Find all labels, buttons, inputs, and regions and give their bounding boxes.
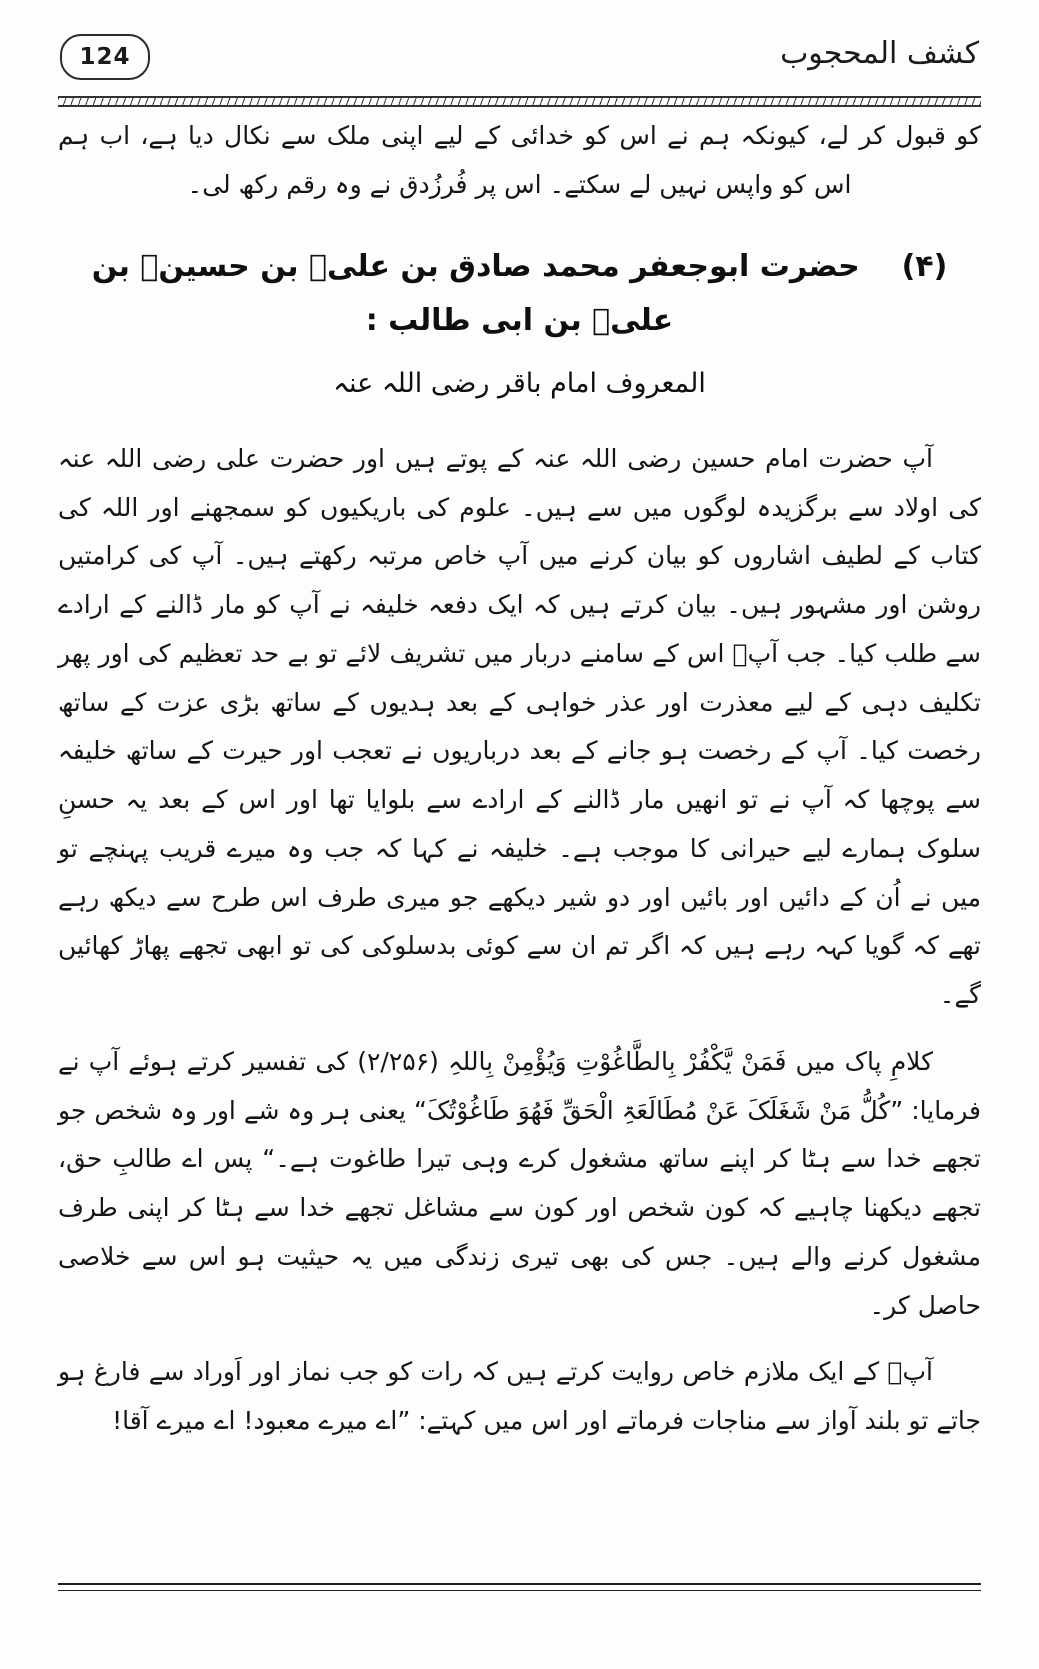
paragraph-3: آپؓ کے ایک ملازم خاص روایت کرتے ہیں کہ رات کو جب نماز اور اَوراد سے فارغ ہو جاتے تو بلند آواز سے مناجات فرماتے اور اس میں کہتے: ”اے میرے معبود! اے میرے آقا! bbox=[58, 1357, 981, 1436]
paragraph-1: آپ حضرت امام حسین رضی اللہ عنہ کے پوتے ہیں اور حضرت علی رضی اللہ عنہ کی اولاد سے برگزیدہ لوگوں میں سے ہیں۔ علوم کی باریکیوں کو سمجھنے اور اللہ کی کتاب کے لطیف اشاروں کو بیان کرنے میں آپ خاص مرتبہ رکھتے ہیں۔ آپ کی کرامتیں روشن اور مشہور ہیں۔ بیان کرتے ہیں کہ ایک دفعہ خلیفہ نے آپ کو مار ڈالنے کے ارادے سے طلب کیا۔ جب آپؓ اس کے سامنے دربار میں تشریف لائے تو بے حد تعظیم کی اور پھر تکلیف دہی کے لیے معذرت اور عذر خواہی کے بعد ہدیوں کے ساتھ بڑی عزت کے ساتھ رخصت کیا۔ آپ کے رخصت ہو جانے کے بعد درباریوں نے تعجب اور حیرت کے ساتھ خلیفہ سے پوچھا کہ آپ نے تو انھیں مار ڈالنے کے ارادے سے بلوایا تھا اور اس کے بعد یہ حسنِ سلوک ہمارے لیے حیرانی کا موجب ہے۔ خلیفہ نے کہا کہ جب وہ میرے قریب پہنچے تو میں نے اُن کے دائیں اور بائیں اور دو شیر دیکھے جو میری طرف اس طرح سے دیکھ رہے تھے کہ گویا کہہ رہے ہیں کہ اگر تم ان سے کوئی بدسلوکی کی تو ابھی تجھے پھاڑ کھائیں گے۔ bbox=[58, 443, 981, 1010]
paragraph-2: کلامِ پاک میں فَمَنْ یَّکْفُرْ بِالطَّاغُوْتِ وَیُؤْمِنْ بِاللہِ (۲/۲۵۶) کی تفسیر کرتے ہوئے آپ نے فرمایا: ”کُلُّ مَنْ شَغَلَکَ عَنْ مُطَالَعَۃِ الْحَقِّ فَھُوَ طَاغُوْتُکَ“ یعنی ہر وہ شے اور وہ شخص جو تجھے خدا سے ہٹا کر اپنے ساتھ مشغول کرے وہی تیرا طاغوت ہے۔“ پس اے طالبِ حق، تجھے دیکھنا چاہیے کہ کون شخص اور کون سے مشاغل تجھے خدا سے ہٹا کر اپنی طرف مشغول کرنے والے ہیں۔ جس کی بھی تیری زندگی میں یہ حیثیت ہو اس سے خلاصی حاصل کر۔ bbox=[58, 1046, 981, 1320]
book-title: كشف المحجوب bbox=[780, 36, 979, 71]
footer-divider bbox=[58, 1583, 981, 1591]
page-number: 124 bbox=[60, 34, 150, 80]
section-number: (۴) bbox=[901, 248, 948, 284]
page-header bbox=[60, 34, 979, 84]
header-divider bbox=[58, 96, 981, 107]
continuation-paragraph: کو قبول کر لے، کیونکہ ہم نے اس کو خدائی کے لیے اپنی ملک سے نکال دیا ہے، اب ہم اس کو واپس نہیں لے سکتے۔ اس پر فُرزُدق نے وہ رقم رکھ لی۔ bbox=[58, 121, 981, 199]
section-title: حضرت ابوجعفر محمد صادق بن علیؓ بن حسینؓ بن علیؓ بن ابی طالب : bbox=[91, 248, 860, 338]
page-body bbox=[58, 112, 981, 1569]
section-heading bbox=[58, 240, 981, 409]
section-heading-main bbox=[58, 240, 981, 348]
section-heading-sub: المعروف امام باقر رضی اللہ عنہ bbox=[333, 367, 706, 399]
